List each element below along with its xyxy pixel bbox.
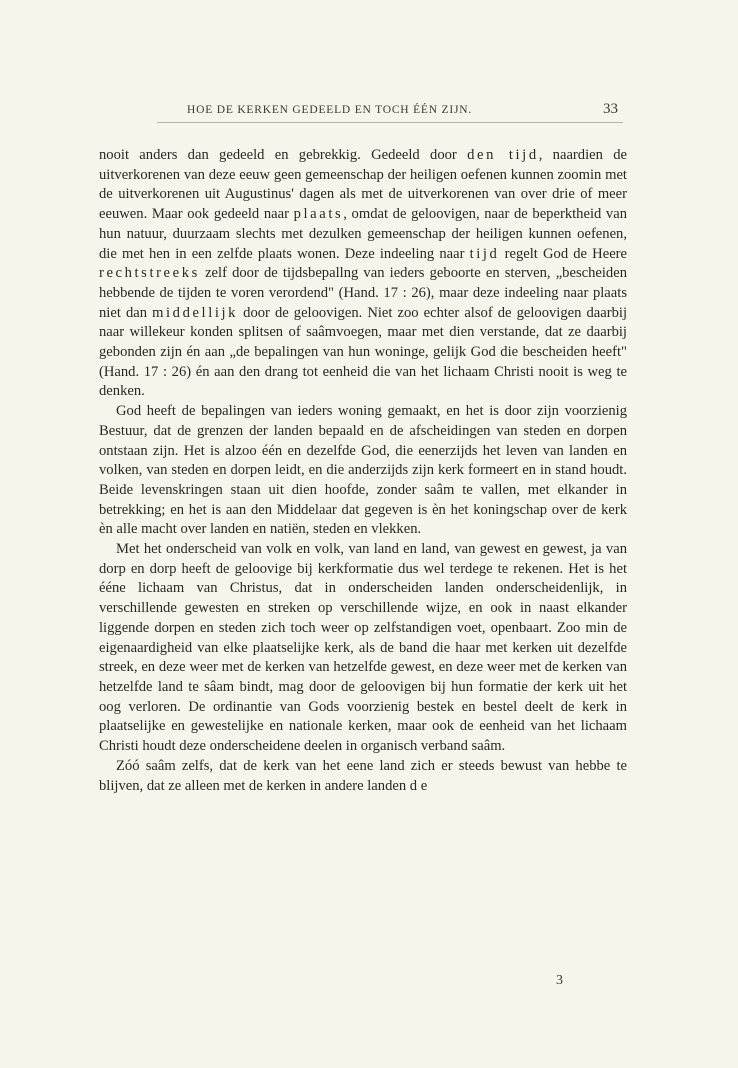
spaced-plaats: plaats <box>293 206 344 223</box>
spaced-rechtstreeks: rechtstreeks <box>99 265 200 282</box>
spaced-middellijk: middellijk <box>152 304 239 321</box>
running-title: HOE DE KERKEN GEDEELD EN TOCH ÉÉN ZIJN. <box>187 104 473 116</box>
header-rule <box>157 122 623 123</box>
body-text <box>99 146 627 796</box>
running-header <box>150 101 620 118</box>
p1-text-a: nooit anders dan gedeeld en gebrekkig. Gedeeld door <box>99 147 457 163</box>
p1-text-d: regelt God de Heere <box>504 245 628 262</box>
paragraph-1 <box>99 146 627 402</box>
paragraph-2: God heeft de bepalingen van ieders woning gemaakt, en het is door zijn voorzienig Bestuur, dat de grenzen der landen bepaald en de afscheidingen van steden en dorpen ontstaan zijn. Het is alzoo één en dezelfde God, die eenerzijds het leven van landen en volken, van steden en dorpen leidt, en die anderzijds zijn kerk formeert en in stand houdt. Beide levenskringen staan uit dien hoofde, zonder saâm te vallen, met elkander in betrekking; en het is aan den Middelaar dat gegeven is èn het koningschap over de kerk èn alle macht over landen en natiën, steden en vlekken. <box>99 403 627 538</box>
paragraph-4: Zóó saâm zelfs, dat de kerk van het eene land zich er steeds bewust van hebbe te blijven, dat ze alleen met de kerken in andere landen d e <box>99 757 627 794</box>
spaced-den-tijd: den tijd <box>467 147 539 163</box>
p1-text-f: door de geloovigen. Niet zoo echter alsof de geloovigen daarbij naar willekeur konden splitsen of saâmvoegen, maar met dien verstande, dat ze daarbij gebonden zijn én aan „de bepalingen van hun woninge, gelijk God die bescheiden heeft" (Hand. 17 : 26) én aan den drang tot eenheid die van het lichaam Christi nooit is weg te denken. <box>99 304 627 400</box>
p1-text-c: , omdat de geloovigen, naar de beperktheid van hun natuur, duurzaam slechts met dezulken gemeenschap der heiligen kunnen oefenen, die met hen in een zelfde plaats wonen. Deze indeeling naar <box>99 206 628 262</box>
signature-number: 3 <box>556 973 563 988</box>
p1-text-e: zelf door de tijdsbepallng van ieders geboorte en sterven, „bescheiden hebbende de tijden te voren verordend" (Hand. 17 : 26), maar deze indeeling naar plaats niet dan <box>99 265 628 321</box>
paragraph-3: Met het onderscheid van volk en volk, van land en land, van gewest en gewest, ja van dorp en dorp heeft de geloovige bij kerkformatie dus wel terdege te rekenen. Het is het ééne lichaam van Christus, dat in onderscheiden landen onderscheidenlijk, in verschillende gewesten en streken op verschillende wijze, en ook in naast elkander liggende dorpen en steden zich toch weer op zelfstandigen voet, openbaart. Zoo min de eigenaardigheid van elke plaatselijke kerk, als de band die haar met kerken uit dezelfde streek, en deze weer met de kerken van hetzelfde gewest, en deze weer met de kerken van hetzelfde land te sâam bindt, mag door de geloovigen bij hun formatie der kerk uit het oog verloren. De ordinantie van Gods voorzienig bestek en bestel deelt de kerk in plaatselijke en gewestelijke en nationale kerken, maar ook de eenheid van het lichaam Christi houdt deze onderscheidene deelen in organisch verband saâm. <box>99 541 627 755</box>
p1-text-b: , naardien de uitverkorenen van deze eeuw geen gemeenschap der heiligen oefenen kunnen zoomin met de uitverkorenen uit Augustinus' dagen als met de uitverkorenen van over drie of meer eeuwen. Maar ook gedeeld naar <box>99 147 627 223</box>
spaced-tijd: tijd <box>469 245 500 262</box>
page-number: 33 <box>603 101 618 117</box>
